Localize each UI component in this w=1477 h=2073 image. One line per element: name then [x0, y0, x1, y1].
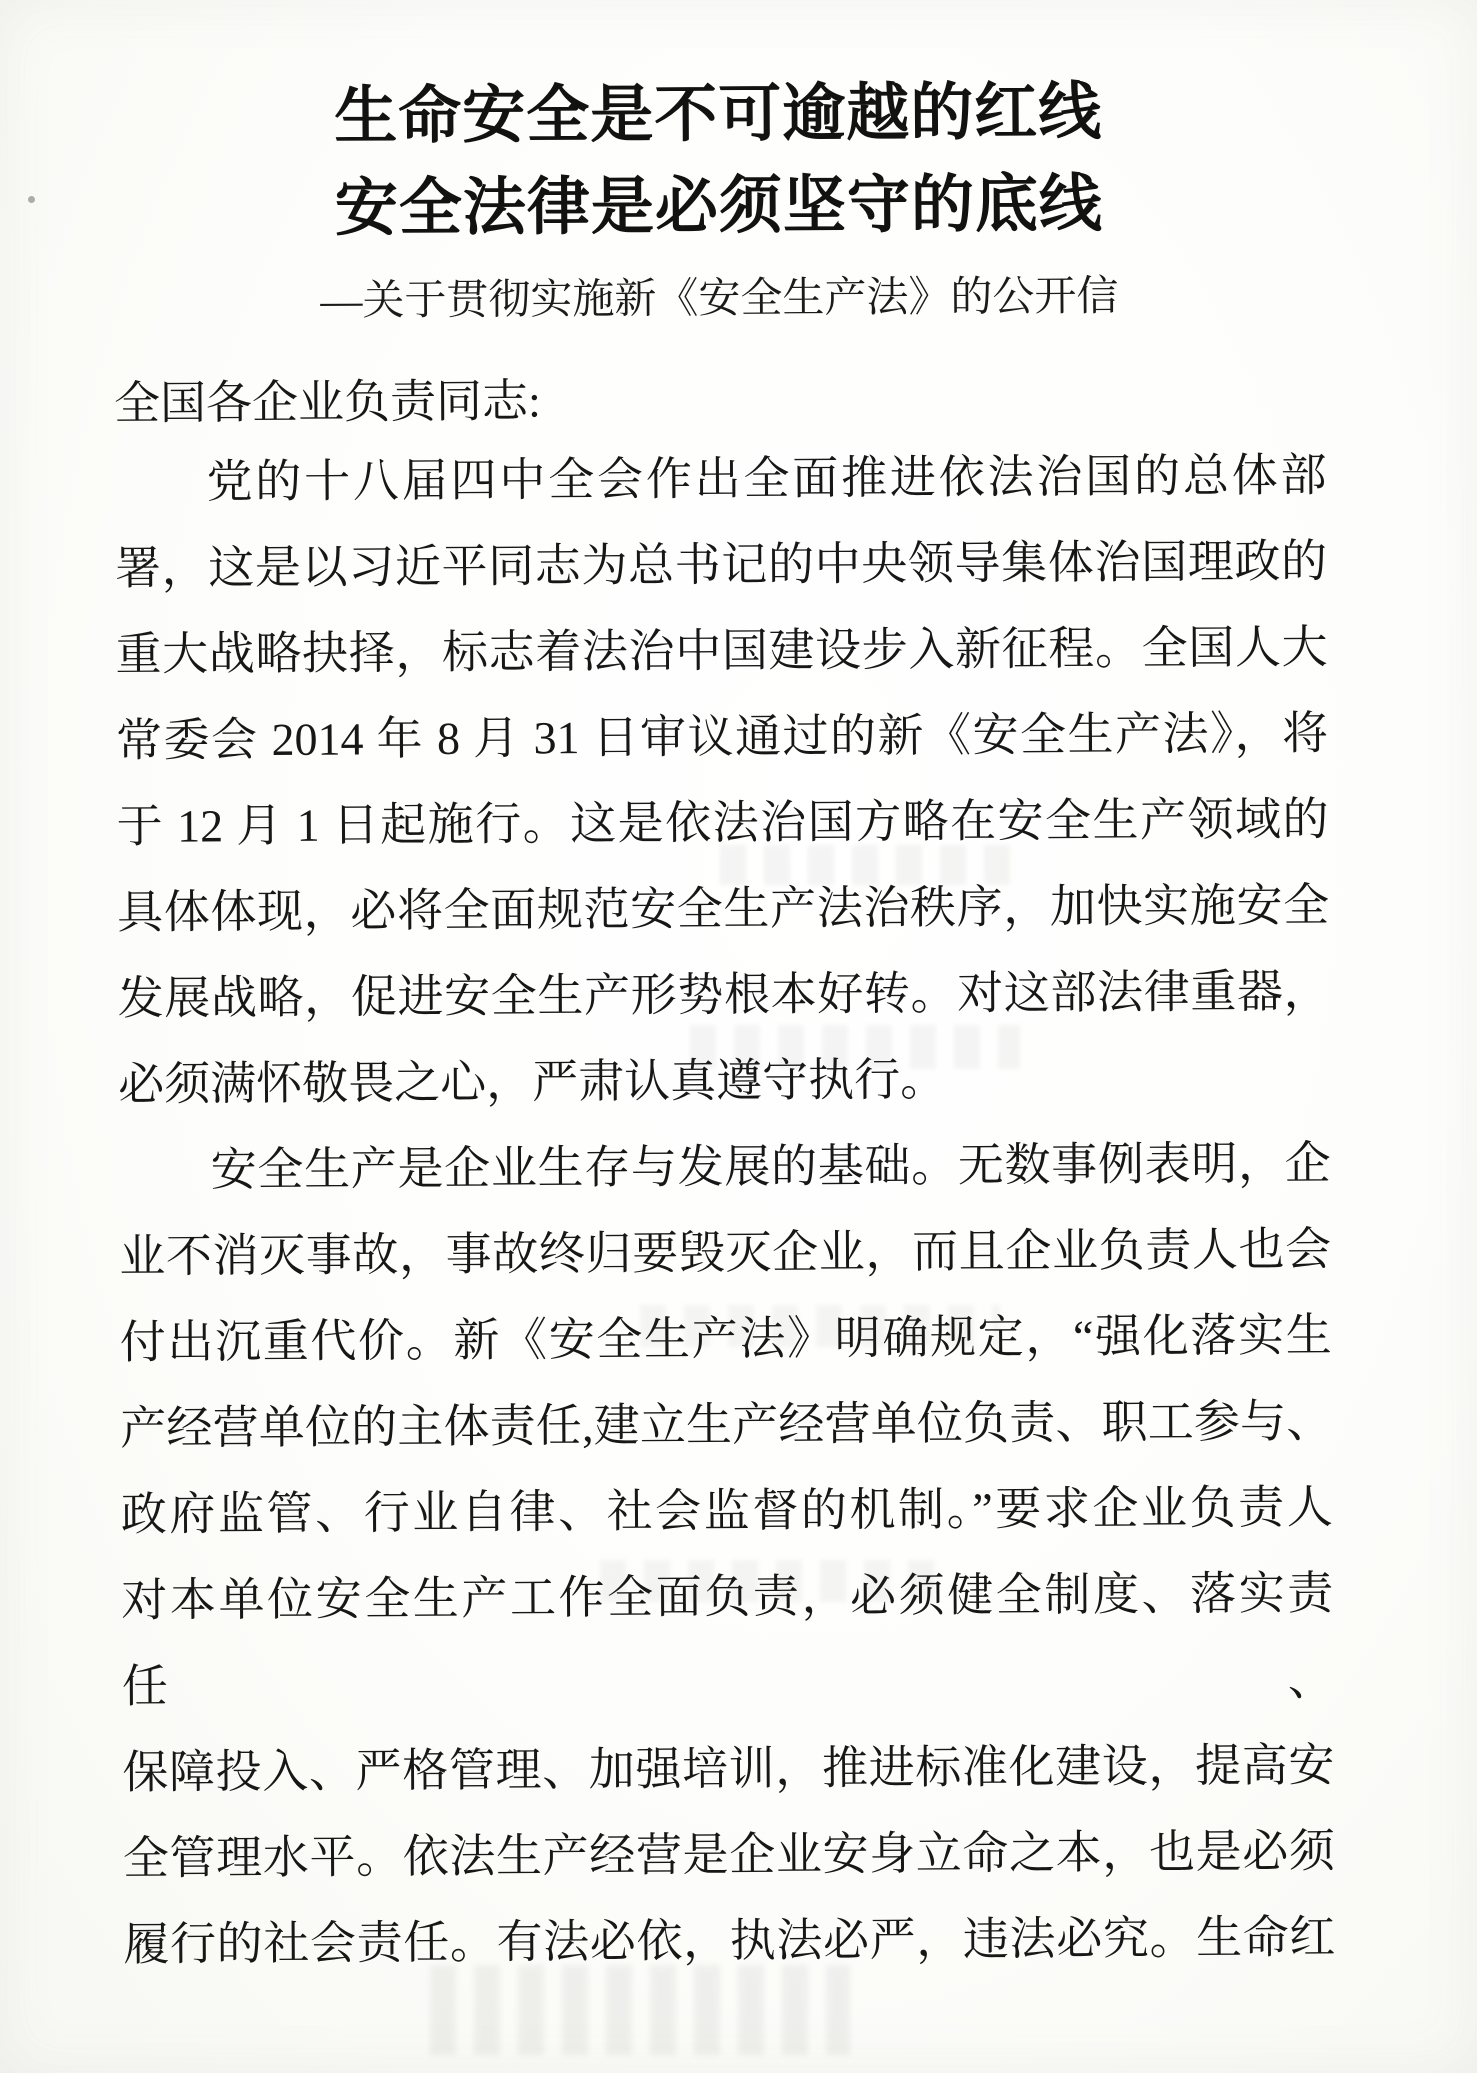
text-line: 对本单位安全生产工作全面负责，必须健全制度、落实责任、 — [121, 1567, 1334, 1712]
document-content — [112, 65, 1336, 1988]
text-line: 政府监管、行业自律、社会监督的机制。”要求企业负责人 — [120, 1481, 1333, 1540]
text-line: 于 12 月 1 日起施行。这是依法治国方略在安全生产领域的 — [116, 793, 1329, 852]
text-line: 必须满怀敬畏之心，严肃认真遵守执行。 — [118, 1053, 947, 1110]
text-line: 署，这是以习近平同志为总书记的中央领导集体治国理政的 — [114, 535, 1328, 594]
text-line: 保障投入、严格管理、加强培训，推进标准化建设，提高安 — [122, 1739, 1335, 1798]
text-line: 业不消灭事故，事故终归要毁灭企业，而且企业负责人也会 — [119, 1223, 1332, 1282]
text-line: 付出沉重代价。新《安全生产法》明确规定，“强化落实生 — [119, 1309, 1332, 1368]
text-line: 产经营单位的主体责任,建立生产经营单位负责、职工参与、 — [120, 1395, 1333, 1454]
document-subtitle: —关于贯彻实施新《安全生产法》的公开信 — [320, 273, 1119, 325]
text-line: 具体体现，必将全面规范安全生产法治秩序，加快实施安全 — [116, 879, 1330, 938]
document-body — [114, 433, 1335, 1988]
paragraph — [118, 1121, 1335, 1988]
document-title-line-1: 生命安全是不可逾越的红线 — [334, 76, 1103, 152]
document-title-line-2: 安全法律是必须坚守的底线 — [334, 168, 1104, 244]
text-line: 重大战略抉择，标志着法治中国建设步入新征程。全国人大 — [115, 621, 1328, 680]
scan-speck-artifact — [28, 196, 35, 203]
text-line: 安全生产是企业生存与发展的基础。无数事例表明，企 — [210, 1137, 1331, 1196]
text-line: 常委会 2014 年 8 月 31 日审议通过的新《安全生产法》，将 — [115, 707, 1329, 766]
text-line: 履行的社会责任。有法必依，执法必严，违法必究。生命红 — [123, 1911, 1336, 1970]
paragraph — [114, 433, 1330, 1128]
salutation-line: 全国各企业负责同志: — [113, 375, 541, 429]
text-line: 党的十八届四中全会作出全面推进依法治国的总体部 — [206, 449, 1327, 508]
text-line: 全管理水平。依法生产经营是企业安身立命之本，也是必须 — [122, 1825, 1336, 1884]
text-line: 发展战略，促进安全生产形势根本好转。对这部法律重器， — [117, 965, 1330, 1024]
